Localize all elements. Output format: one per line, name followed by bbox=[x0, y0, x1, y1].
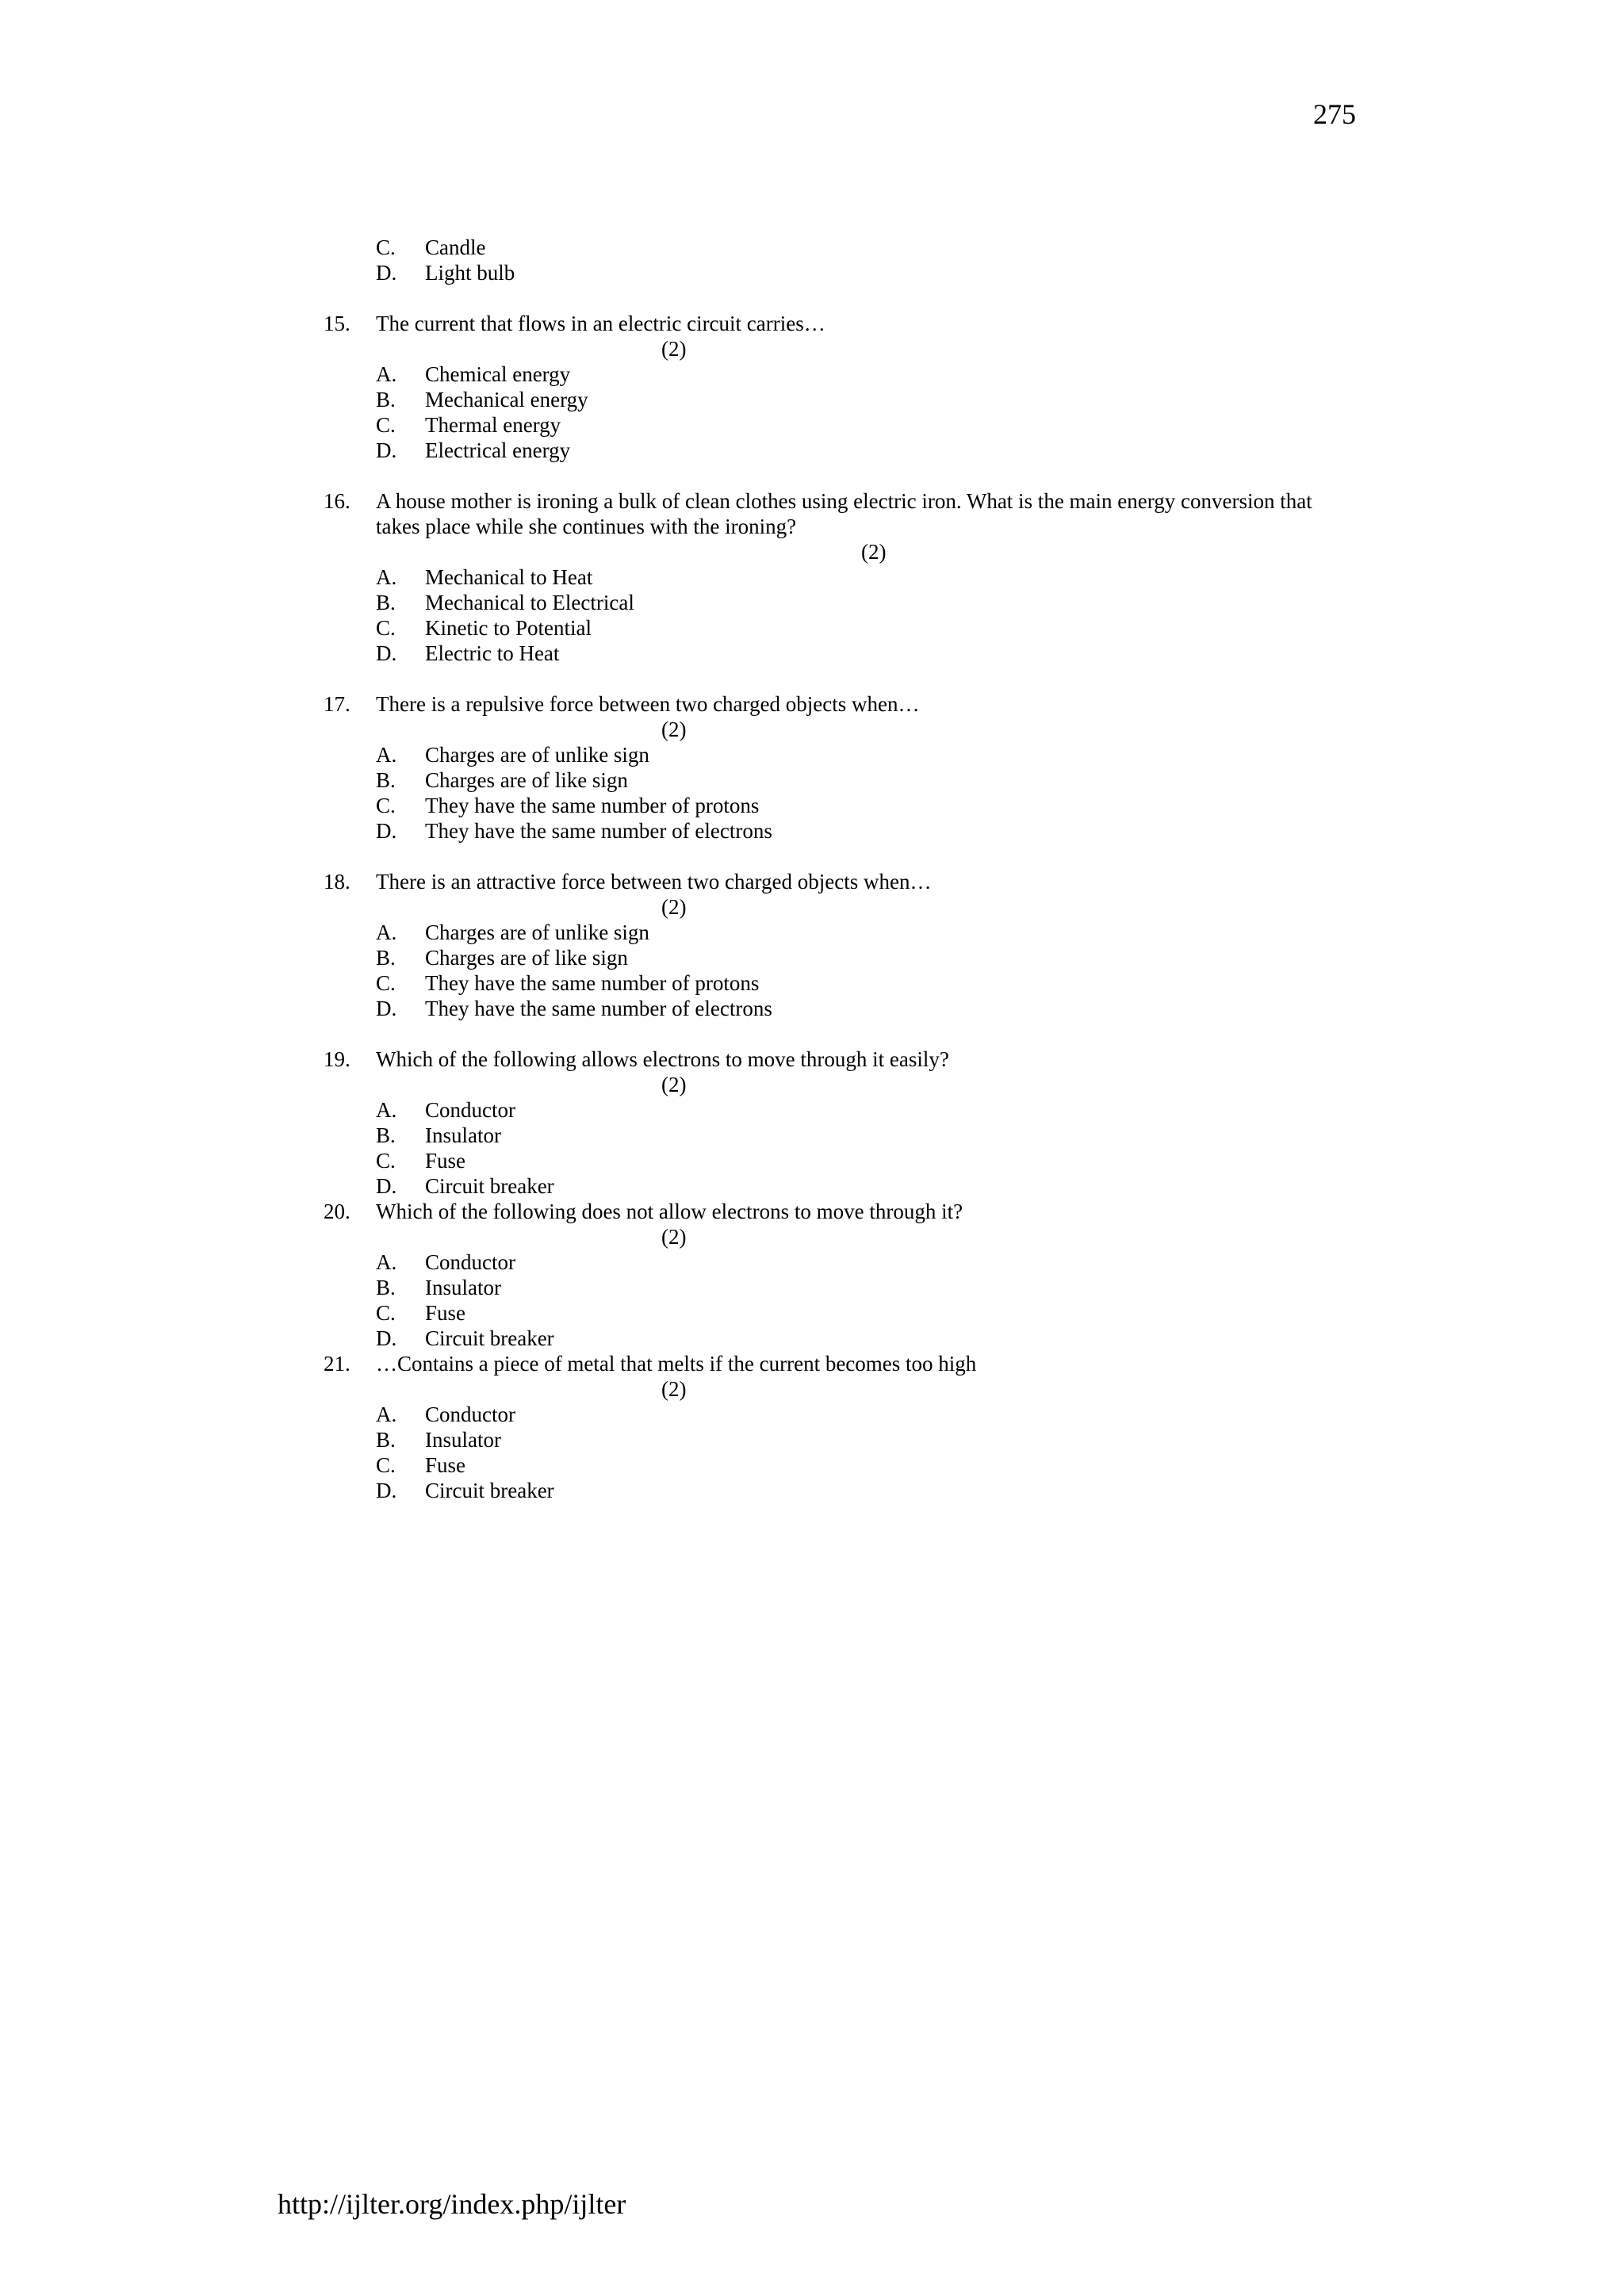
option-letter: B. bbox=[376, 1276, 396, 1299]
option-text: Insulator bbox=[425, 1276, 501, 1299]
option-letter: C. bbox=[376, 794, 396, 817]
question-marks: (2) bbox=[661, 1073, 687, 1096]
option-letter: C. bbox=[376, 235, 396, 259]
option-letter: C. bbox=[376, 616, 396, 640]
question-marks: (2) bbox=[661, 1225, 687, 1249]
option-row bbox=[324, 235, 1354, 260]
question-number: 21. bbox=[324, 1352, 350, 1376]
option-letter: D. bbox=[376, 997, 397, 1020]
option-row bbox=[324, 1478, 1354, 1503]
option-letter: D. bbox=[376, 641, 397, 665]
question-text: Which of the following allows electrons to move through it easily? bbox=[376, 1047, 949, 1071]
page-number: 275 bbox=[1313, 98, 1356, 130]
option-row bbox=[324, 793, 1354, 818]
option-row bbox=[324, 260, 1354, 285]
option-text: Fuse bbox=[425, 1301, 466, 1325]
question-number: 20. bbox=[324, 1200, 350, 1223]
option-text: Insulator bbox=[425, 1123, 501, 1147]
option-row bbox=[324, 1300, 1354, 1326]
option-row bbox=[324, 1326, 1354, 1351]
option-letter: A. bbox=[376, 1098, 397, 1122]
question-15 bbox=[324, 311, 1354, 463]
option-text: Electric to Heat bbox=[425, 641, 560, 665]
question-marks: (2) bbox=[861, 540, 887, 564]
option-row bbox=[324, 615, 1354, 641]
spacer bbox=[324, 666, 1354, 691]
option-row bbox=[324, 590, 1354, 615]
option-text: Light bulb bbox=[425, 261, 515, 285]
question-text: …Contains a piece of metal that melts if the current becomes too high bbox=[376, 1352, 977, 1376]
option-text: Candle bbox=[425, 235, 486, 259]
spacer bbox=[324, 285, 1354, 311]
option-letter: A. bbox=[376, 1402, 397, 1426]
option-text: Charges are of unlike sign bbox=[425, 920, 649, 944]
question-number: 18. bbox=[324, 870, 350, 894]
option-row bbox=[324, 1148, 1354, 1173]
option-text: Circuit breaker bbox=[425, 1326, 554, 1350]
option-row bbox=[324, 438, 1354, 463]
option-letter: B. bbox=[376, 591, 396, 614]
question-text: The current that flows in an electric circuit carries… bbox=[376, 312, 825, 335]
option-row bbox=[324, 387, 1354, 412]
spacer bbox=[324, 844, 1354, 869]
option-text: Conductor bbox=[425, 1402, 515, 1426]
option-row bbox=[324, 1427, 1354, 1452]
option-text: Mechanical energy bbox=[425, 388, 588, 411]
question-14-continuation bbox=[324, 235, 1354, 285]
option-letter: C. bbox=[376, 1453, 396, 1477]
option-letter: C. bbox=[376, 413, 396, 437]
option-text: Mechanical to Heat bbox=[425, 565, 593, 589]
option-text: They have the same number of protons bbox=[425, 794, 760, 817]
question-stem bbox=[324, 691, 1354, 717]
question-stem bbox=[324, 1351, 1354, 1376]
question-17 bbox=[324, 691, 1354, 844]
question-stem bbox=[324, 1199, 1354, 1224]
question-stem bbox=[324, 1047, 1354, 1072]
option-letter: B. bbox=[376, 388, 396, 411]
question-stem bbox=[324, 311, 1354, 336]
option-row bbox=[324, 920, 1354, 945]
option-row bbox=[324, 818, 1354, 844]
option-text: They have the same number of electrons bbox=[425, 997, 772, 1020]
spacer bbox=[324, 1021, 1354, 1047]
question-text: There is a repulsive force between two charged objects when… bbox=[376, 692, 920, 716]
option-text: Charges are of like sign bbox=[425, 946, 628, 970]
marks-row bbox=[324, 1072, 1354, 1097]
option-letter: D. bbox=[376, 1174, 397, 1198]
footer-url[interactable]: http://ijlter.org/index.php/ijlter bbox=[278, 2188, 626, 2220]
option-row bbox=[324, 1097, 1354, 1123]
option-text: They have the same number of protons bbox=[425, 971, 760, 995]
option-row bbox=[324, 1402, 1354, 1427]
question-stem bbox=[324, 869, 1354, 894]
option-letter: B. bbox=[376, 768, 396, 792]
question-marks: (2) bbox=[661, 1377, 687, 1401]
question-number: 16. bbox=[324, 489, 350, 513]
marks-row bbox=[324, 336, 1354, 362]
option-text: Circuit breaker bbox=[425, 1479, 554, 1502]
option-row bbox=[324, 1452, 1354, 1478]
option-row bbox=[324, 362, 1354, 387]
option-row bbox=[324, 564, 1354, 590]
option-letter: D. bbox=[376, 438, 397, 462]
option-letter: A. bbox=[376, 565, 397, 589]
option-text: Circuit breaker bbox=[425, 1174, 554, 1198]
marks-row bbox=[324, 1376, 1354, 1402]
option-row bbox=[324, 412, 1354, 438]
marks-row bbox=[324, 539, 1354, 564]
option-letter: D. bbox=[376, 819, 397, 843]
option-letter: B. bbox=[376, 1123, 396, 1147]
option-row bbox=[324, 767, 1354, 793]
option-row bbox=[324, 945, 1354, 970]
option-text: Electrical energy bbox=[425, 438, 571, 462]
marks-row bbox=[324, 717, 1354, 742]
question-stem bbox=[324, 488, 1354, 539]
option-letter: A. bbox=[376, 920, 397, 944]
option-text: Thermal energy bbox=[425, 413, 561, 437]
option-text: Kinetic to Potential bbox=[425, 616, 592, 640]
question-20 bbox=[324, 1199, 1354, 1351]
option-row bbox=[324, 742, 1354, 767]
question-marks: (2) bbox=[661, 337, 687, 361]
marks-row bbox=[324, 1224, 1354, 1249]
option-letter: C. bbox=[376, 971, 396, 995]
question-number: 15. bbox=[324, 312, 350, 335]
option-letter: D. bbox=[376, 1479, 397, 1502]
option-row bbox=[324, 1173, 1354, 1199]
option-letter: C. bbox=[376, 1149, 396, 1173]
option-text: Charges are of unlike sign bbox=[425, 743, 649, 767]
option-text: Conductor bbox=[425, 1098, 515, 1122]
option-text: Fuse bbox=[425, 1149, 466, 1173]
question-21 bbox=[324, 1351, 1354, 1503]
option-row bbox=[324, 970, 1354, 996]
option-row bbox=[324, 996, 1354, 1021]
option-row bbox=[324, 1275, 1354, 1300]
option-row bbox=[324, 1123, 1354, 1148]
option-letter: B. bbox=[376, 1428, 396, 1452]
question-19 bbox=[324, 1047, 1354, 1199]
question-number: 17. bbox=[324, 692, 350, 716]
question-16 bbox=[324, 488, 1354, 666]
question-list bbox=[324, 235, 1354, 1503]
option-row bbox=[324, 641, 1354, 666]
option-text: Insulator bbox=[425, 1428, 501, 1452]
option-row bbox=[324, 1249, 1354, 1275]
question-marks: (2) bbox=[661, 718, 687, 741]
question-number: 19. bbox=[324, 1047, 350, 1071]
option-letter: B. bbox=[376, 946, 396, 970]
option-text: Chemical energy bbox=[425, 362, 571, 386]
option-letter: A. bbox=[376, 1250, 397, 1274]
question-text: A house mother is ironing a bulk of clean clothes using electric iron. What is the main energy conversion that takes place while she continues with the ironing? bbox=[376, 489, 1312, 538]
option-letter: C. bbox=[376, 1301, 396, 1325]
spacer bbox=[324, 463, 1354, 488]
option-text: Conductor bbox=[425, 1250, 515, 1274]
option-text: Mechanical to Electrical bbox=[425, 591, 634, 614]
option-letter: A. bbox=[376, 362, 397, 386]
question-text: There is an attractive force between two charged objects when… bbox=[376, 870, 932, 894]
option-text: They have the same number of electrons bbox=[425, 819, 772, 843]
option-letter: D. bbox=[376, 1326, 397, 1350]
question-text: Which of the following does not allow electrons to move through it? bbox=[376, 1200, 963, 1223]
option-letter: D. bbox=[376, 261, 397, 285]
question-marks: (2) bbox=[661, 895, 687, 919]
option-text: Fuse bbox=[425, 1453, 466, 1477]
question-18 bbox=[324, 869, 1354, 1021]
marks-row bbox=[324, 894, 1354, 920]
option-text: Charges are of like sign bbox=[425, 768, 628, 792]
option-letter: A. bbox=[376, 743, 397, 767]
